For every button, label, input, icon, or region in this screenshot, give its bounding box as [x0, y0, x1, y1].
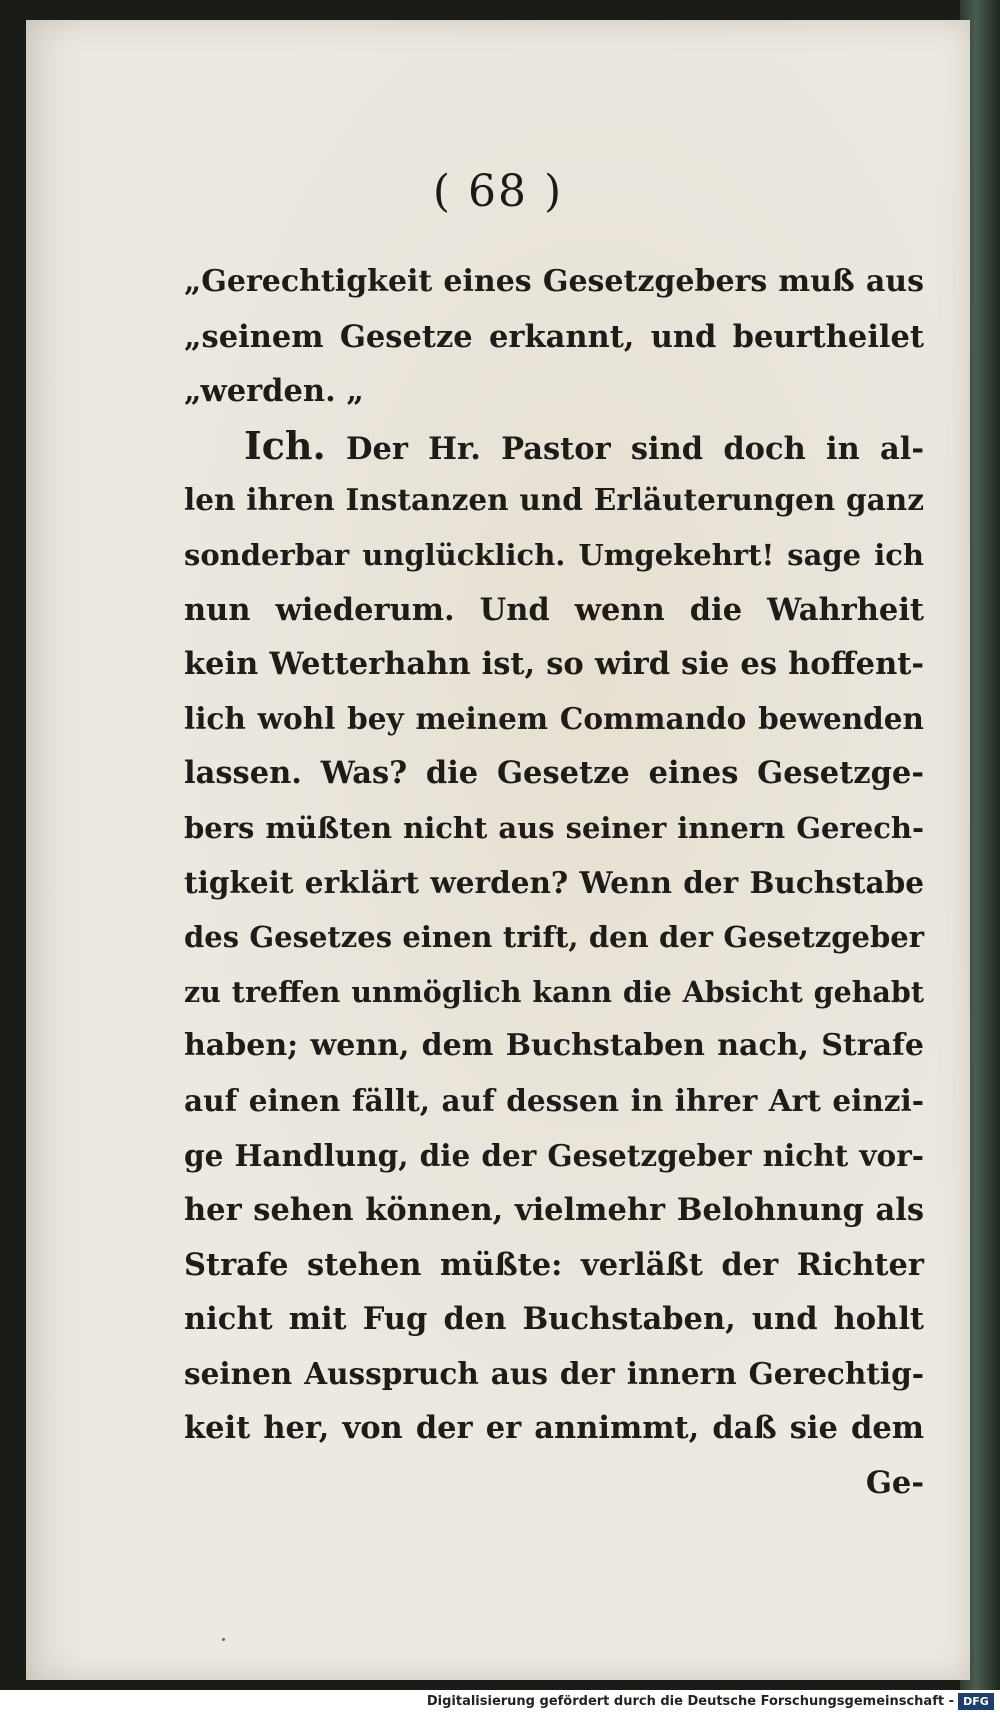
text-line: bers müßten nicht aus seiner innern Gerech- — [184, 810, 924, 845]
text-line: tigkeit erklärt werden? Wenn der Buchstabe — [184, 864, 924, 900]
text-line: des Gesetzes einen trift, den der Gesetzgeber — [184, 920, 924, 955]
text-line: „seinem Gesetze erkannt, und beurtheilet — [184, 318, 924, 355]
text-line: nun wiederum. Und wenn die Wahrheit — [184, 591, 924, 628]
text-line: ge Handlung, die der Gesetzgeber nicht vor- — [184, 1137, 924, 1173]
text-line: „werden. „ — [184, 373, 364, 410]
text-line: zu treffen unmöglich kann die Absicht gehabt — [184, 974, 924, 1009]
page-number: ( 68 ) — [432, 166, 564, 217]
text-line: seinen Ausspruch aus der innern Gerechtig- — [184, 1355, 924, 1391]
page-text — [184, 255, 924, 1511]
text-line: lich wohl bey meinem Commando bewenden — [184, 700, 924, 736]
text-line: „Gerechtigkeit eines Gesetzgebers muß aus — [184, 264, 924, 299]
text-line: keit her, von der er annimmt, daß sie dem — [184, 1410, 924, 1447]
text-line: lassen. Was? die Gesetze eines Gesetzge- — [184, 755, 924, 792]
text-line: sonderbar unglücklich. Umgekehrt! sage ich — [184, 537, 924, 572]
paper-speck — [222, 1638, 225, 1641]
footer-credit: Digitalisierung gefördert durch die Deutsche Forschungsgemeinschaft - — [426, 1694, 954, 1709]
text-line: len ihren Instanzen und Erläuterungen ganz — [184, 482, 924, 518]
speaker-label: Ich. — [244, 422, 326, 468]
catchword: Ge- — [865, 1465, 924, 1502]
text-line: her sehen können, vielmehr Belohnung als — [184, 1192, 924, 1229]
text-line — [184, 419, 924, 474]
text-line: nicht mit Fug den Buchstaben, und hohlt — [184, 1301, 924, 1338]
dfg-logo: DFG — [958, 1693, 994, 1710]
text-line-rest: Der Hr. Pastor sind doch in al- — [346, 430, 924, 467]
text-line: kein Wetterhahn ist, so wird sie es hoffent- — [184, 646, 924, 683]
text-line: Strafe stehen müßte: verläßt der Richter — [184, 1246, 924, 1283]
text-line: auf einen fällt, auf dessen in ihrer Art einzi- — [184, 1082, 924, 1118]
text-line: haben; wenn, dem Buchstaben nach, Strafe — [184, 1028, 924, 1064]
book-page — [26, 20, 970, 1680]
